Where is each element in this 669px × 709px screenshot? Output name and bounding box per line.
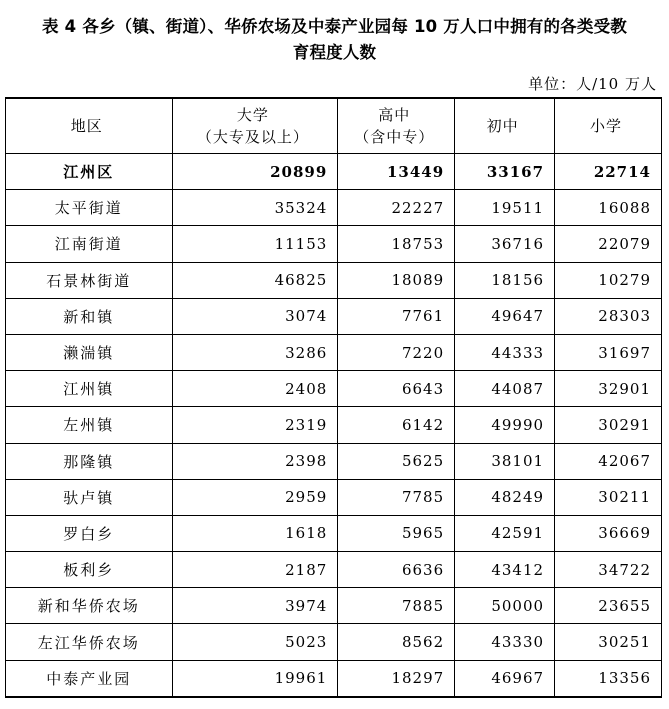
cell-region: 江州区 [6,154,173,190]
cell-high: 22227 [338,190,455,226]
cell-region: 江州镇 [6,371,173,407]
cell-region: 中泰产业园 [6,660,173,697]
cell-junior: 42591 [455,515,555,551]
cell-region: 左州镇 [6,407,173,443]
cell-region: 新和华侨农场 [6,588,173,624]
cell-region: 板利乡 [6,552,173,588]
cell-primary: 30211 [555,479,662,515]
cell-university: 2408 [172,371,338,407]
cell-university: 3286 [172,334,338,370]
education-table [5,97,662,698]
header-high-line2: （含中专） [354,128,435,146]
header-university-line2: （大专及以上） [196,128,309,146]
cell-high: 6142 [338,407,455,443]
cell-university: 5023 [172,624,338,660]
cell-university: 35324 [172,190,338,226]
table-row [6,262,662,298]
table-row [6,371,662,407]
cell-high: 18297 [338,660,455,697]
cell-university: 2959 [172,479,338,515]
cell-university: 19961 [172,660,338,697]
cell-high: 7785 [338,479,455,515]
table-title-line2: 育程度人数 [292,43,377,62]
cell-primary: 34722 [555,552,662,588]
cell-region: 那隆镇 [6,443,173,479]
cell-university: 1618 [172,515,338,551]
table-row [6,624,662,660]
cell-university: 3074 [172,298,338,334]
table-row [6,515,662,551]
header-primary: 小学 [555,98,662,154]
cell-primary: 31697 [555,334,662,370]
table-row [6,298,662,334]
header-row [6,98,662,154]
table-row [6,479,662,515]
cell-junior: 36716 [455,226,555,262]
cell-junior: 44333 [455,334,555,370]
header-junior: 初中 [455,98,555,154]
cell-high: 6643 [338,371,455,407]
table-row [6,443,662,479]
cell-primary: 23655 [555,588,662,624]
cell-region: 左江华侨农场 [6,624,173,660]
cell-primary: 28303 [555,298,662,334]
cell-primary: 16088 [555,190,662,226]
header-university [172,98,338,154]
cell-region: 濑湍镇 [6,334,173,370]
cell-junior: 48249 [455,479,555,515]
table-row [6,660,662,697]
header-region: 地区 [6,98,173,154]
cell-high: 5625 [338,443,455,479]
cell-region: 驮卢镇 [6,479,173,515]
cell-junior: 19511 [455,190,555,226]
cell-junior: 46967 [455,660,555,697]
cell-university: 2319 [172,407,338,443]
cell-university: 11153 [172,226,338,262]
cell-primary: 36669 [555,515,662,551]
cell-primary: 13356 [555,660,662,697]
cell-junior: 49647 [455,298,555,334]
cell-junior: 18156 [455,262,555,298]
cell-high: 7220 [338,334,455,370]
table-title [0,14,669,66]
cell-junior: 43412 [455,552,555,588]
cell-high: 13449 [338,154,455,190]
cell-high: 7885 [338,588,455,624]
table-title-line1: 表 4 各乡（镇、街道）、华侨农场及中泰产业园每 10 万人口中拥有的各类受教 [42,17,627,36]
cell-university: 3974 [172,588,338,624]
cell-junior: 44087 [455,371,555,407]
table-row [6,407,662,443]
cell-region: 新和镇 [6,298,173,334]
cell-high: 6636 [338,552,455,588]
cell-university: 46825 [172,262,338,298]
table-row [6,552,662,588]
cell-junior: 50000 [455,588,555,624]
cell-junior: 43330 [455,624,555,660]
header-university-line1: 大学 [236,106,269,124]
table-row [6,190,662,226]
cell-high: 5965 [338,515,455,551]
cell-primary: 32901 [555,371,662,407]
cell-high: 7761 [338,298,455,334]
cell-primary: 22714 [555,154,662,190]
header-high-line1: 高中 [378,106,411,124]
cell-primary: 10279 [555,262,662,298]
cell-junior: 33167 [455,154,555,190]
table-row [6,226,662,262]
cell-region: 江南街道 [6,226,173,262]
cell-university: 20899 [172,154,338,190]
cell-region: 罗白乡 [6,515,173,551]
table-row [6,334,662,370]
cell-primary: 30251 [555,624,662,660]
unit-label: 单位：人/10 万人 [528,75,657,93]
cell-high: 18753 [338,226,455,262]
cell-university: 2187 [172,552,338,588]
cell-region: 石景林街道 [6,262,173,298]
cell-junior: 38101 [455,443,555,479]
cell-primary: 30291 [555,407,662,443]
cell-primary: 42067 [555,443,662,479]
cell-region: 太平街道 [6,190,173,226]
cell-high: 18089 [338,262,455,298]
cell-high: 8562 [338,624,455,660]
table-row [6,588,662,624]
cell-university: 2398 [172,443,338,479]
table-row-total [6,154,662,190]
cell-primary: 22079 [555,226,662,262]
table-body [6,154,662,697]
header-high-school [338,98,455,154]
cell-junior: 49990 [455,407,555,443]
